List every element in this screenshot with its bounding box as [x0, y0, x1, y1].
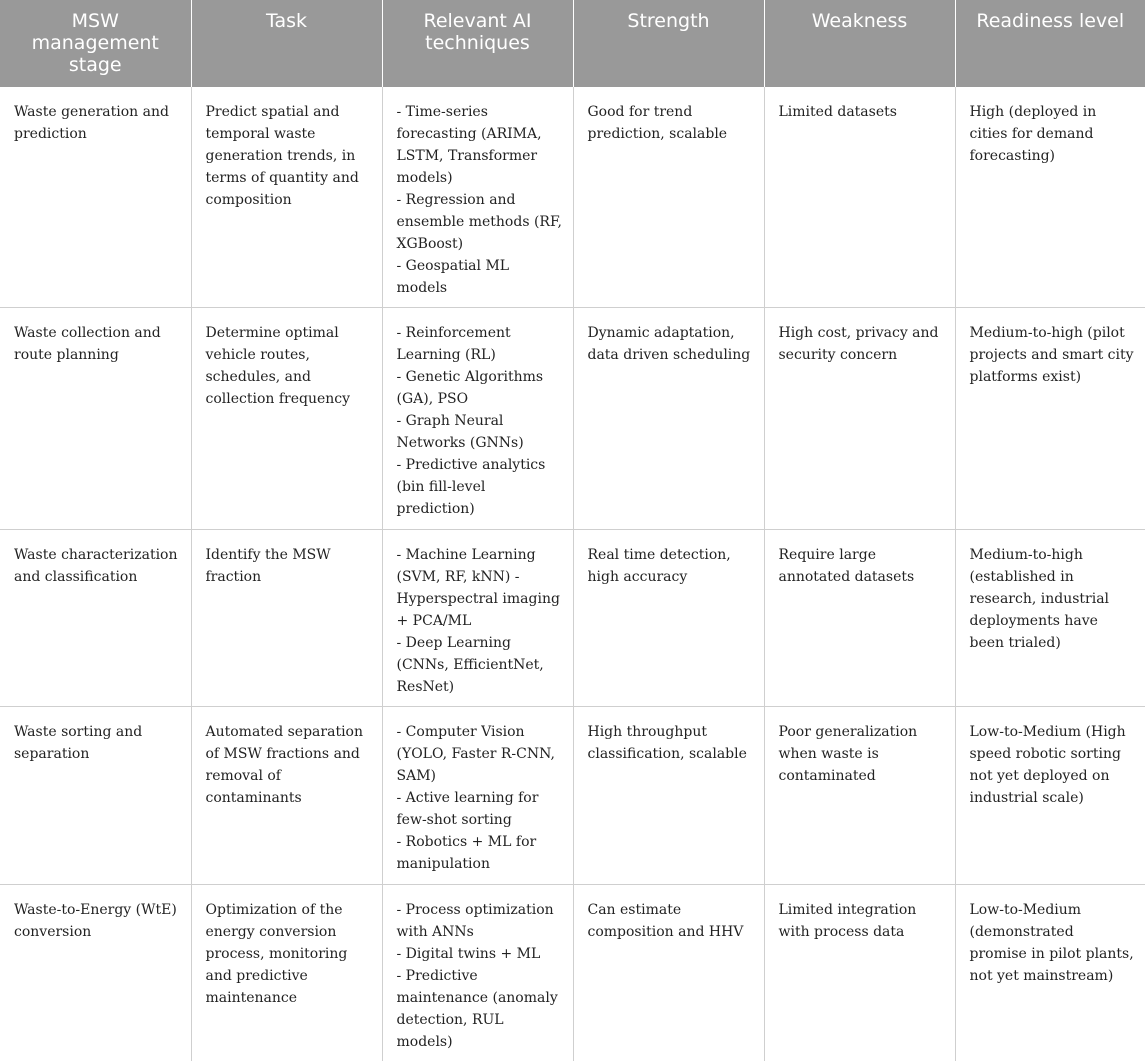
- cell-techniques: [382, 707, 573, 885]
- header-readiness: Readiness level: [955, 0, 1145, 87]
- technique-item: - Active learning for few-shot sorting: [397, 787, 563, 831]
- cell-stage: Waste-to-Energy (WtE) conversion: [0, 885, 191, 1061]
- cell-techniques: [382, 885, 573, 1061]
- cell-readiness: Medium-to-high (pilot projects and smart city platforms exist): [955, 308, 1145, 530]
- cell-readiness: Low-to-Medium (demonstrated promise in pilot plants, not yet mainstream): [955, 885, 1145, 1061]
- cell-strength: High throughput classification, scalable: [573, 707, 764, 885]
- technique-item: - Time-series forecasting (ARIMA, LSTM, Transformer models): [397, 101, 563, 189]
- technique-item: - Graph Neural Networks (GNNs): [397, 410, 563, 454]
- cell-stage: Waste generation and prediction: [0, 87, 191, 308]
- cell-weakness: High cost, privacy and security concern: [764, 308, 955, 530]
- cell-weakness: Require large annotated datasets: [764, 530, 955, 707]
- table-header: [0, 0, 1145, 87]
- table-row: [0, 308, 1145, 530]
- cell-weakness: Poor generalization when waste is contaminated: [764, 707, 955, 885]
- cell-strength: Real time detection, high accuracy: [573, 530, 764, 707]
- header-task: Task: [191, 0, 382, 87]
- header-row: [0, 0, 1145, 87]
- cell-strength: Dynamic adaptation, data driven scheduling: [573, 308, 764, 530]
- technique-item: - Reinforcement Learning (RL): [397, 322, 563, 366]
- technique-item: - Digital twins + ML: [397, 943, 563, 965]
- cell-stage: Waste characterization and classification: [0, 530, 191, 707]
- technique-item: - Process optimization with ANNs: [397, 899, 563, 943]
- technique-item: - Deep Learning (CNNs, EfficientNet, ResNet): [397, 632, 563, 698]
- cell-task: Optimization of the energy conversion process, monitoring and predictive maintenance: [191, 885, 382, 1061]
- technique-item: - Predictive maintenance (anomaly detection, RUL models): [397, 965, 563, 1053]
- table-row: [0, 885, 1145, 1061]
- header-techniques: Relevant AI techniques: [382, 0, 573, 87]
- technique-item: - Machine Learning (SVM, RF, kNN) - Hyperspectral imaging + PCA/ML: [397, 544, 563, 632]
- cell-strength: Can estimate composition and HHV: [573, 885, 764, 1061]
- technique-item: - Geospatial ML models: [397, 255, 563, 299]
- table-body: [0, 87, 1145, 1061]
- cell-weakness: Limited datasets: [764, 87, 955, 308]
- technique-item: - Genetic Algorithms (GA), PSO: [397, 366, 563, 410]
- table-row: [0, 707, 1145, 885]
- cell-strength: Good for trend prediction, scalable: [573, 87, 764, 308]
- header-stage: MSW management stage: [0, 0, 191, 87]
- header-strength: Strength: [573, 0, 764, 87]
- cell-task: Predict spatial and temporal waste generation trends, in terms of quantity and composition: [191, 87, 382, 308]
- cell-readiness: High (deployed in cities for demand forecasting): [955, 87, 1145, 308]
- cell-techniques: [382, 308, 573, 530]
- technique-item: - Computer Vision (YOLO, Faster R-CNN, SAM): [397, 721, 563, 787]
- table-row: [0, 530, 1145, 707]
- cell-readiness: Medium-to-high (established in research, industrial deployments have been trialed): [955, 530, 1145, 707]
- cell-techniques: [382, 530, 573, 707]
- technique-item: - Predictive analytics (bin fill-level prediction): [397, 454, 563, 520]
- technique-item: - Regression and ensemble methods (RF, XGBoost): [397, 189, 563, 255]
- cell-task: Identify the MSW fraction: [191, 530, 382, 707]
- cell-weakness: Limited integration with process data: [764, 885, 955, 1061]
- technique-item: - Robotics + ML for manipulation: [397, 831, 563, 875]
- cell-techniques: [382, 87, 573, 308]
- table-row: [0, 87, 1145, 308]
- cell-task: Determine optimal vehicle routes, schedules, and collection frequency: [191, 308, 382, 530]
- cell-stage: Waste sorting and separation: [0, 707, 191, 885]
- cell-stage: Waste collection and route planning: [0, 308, 191, 530]
- cell-task: Automated separation of MSW fractions and removal of contaminants: [191, 707, 382, 885]
- header-weakness: Weakness: [764, 0, 955, 87]
- cell-readiness: Low-to-Medium (High speed robotic sorting not yet deployed on industrial scale): [955, 707, 1145, 885]
